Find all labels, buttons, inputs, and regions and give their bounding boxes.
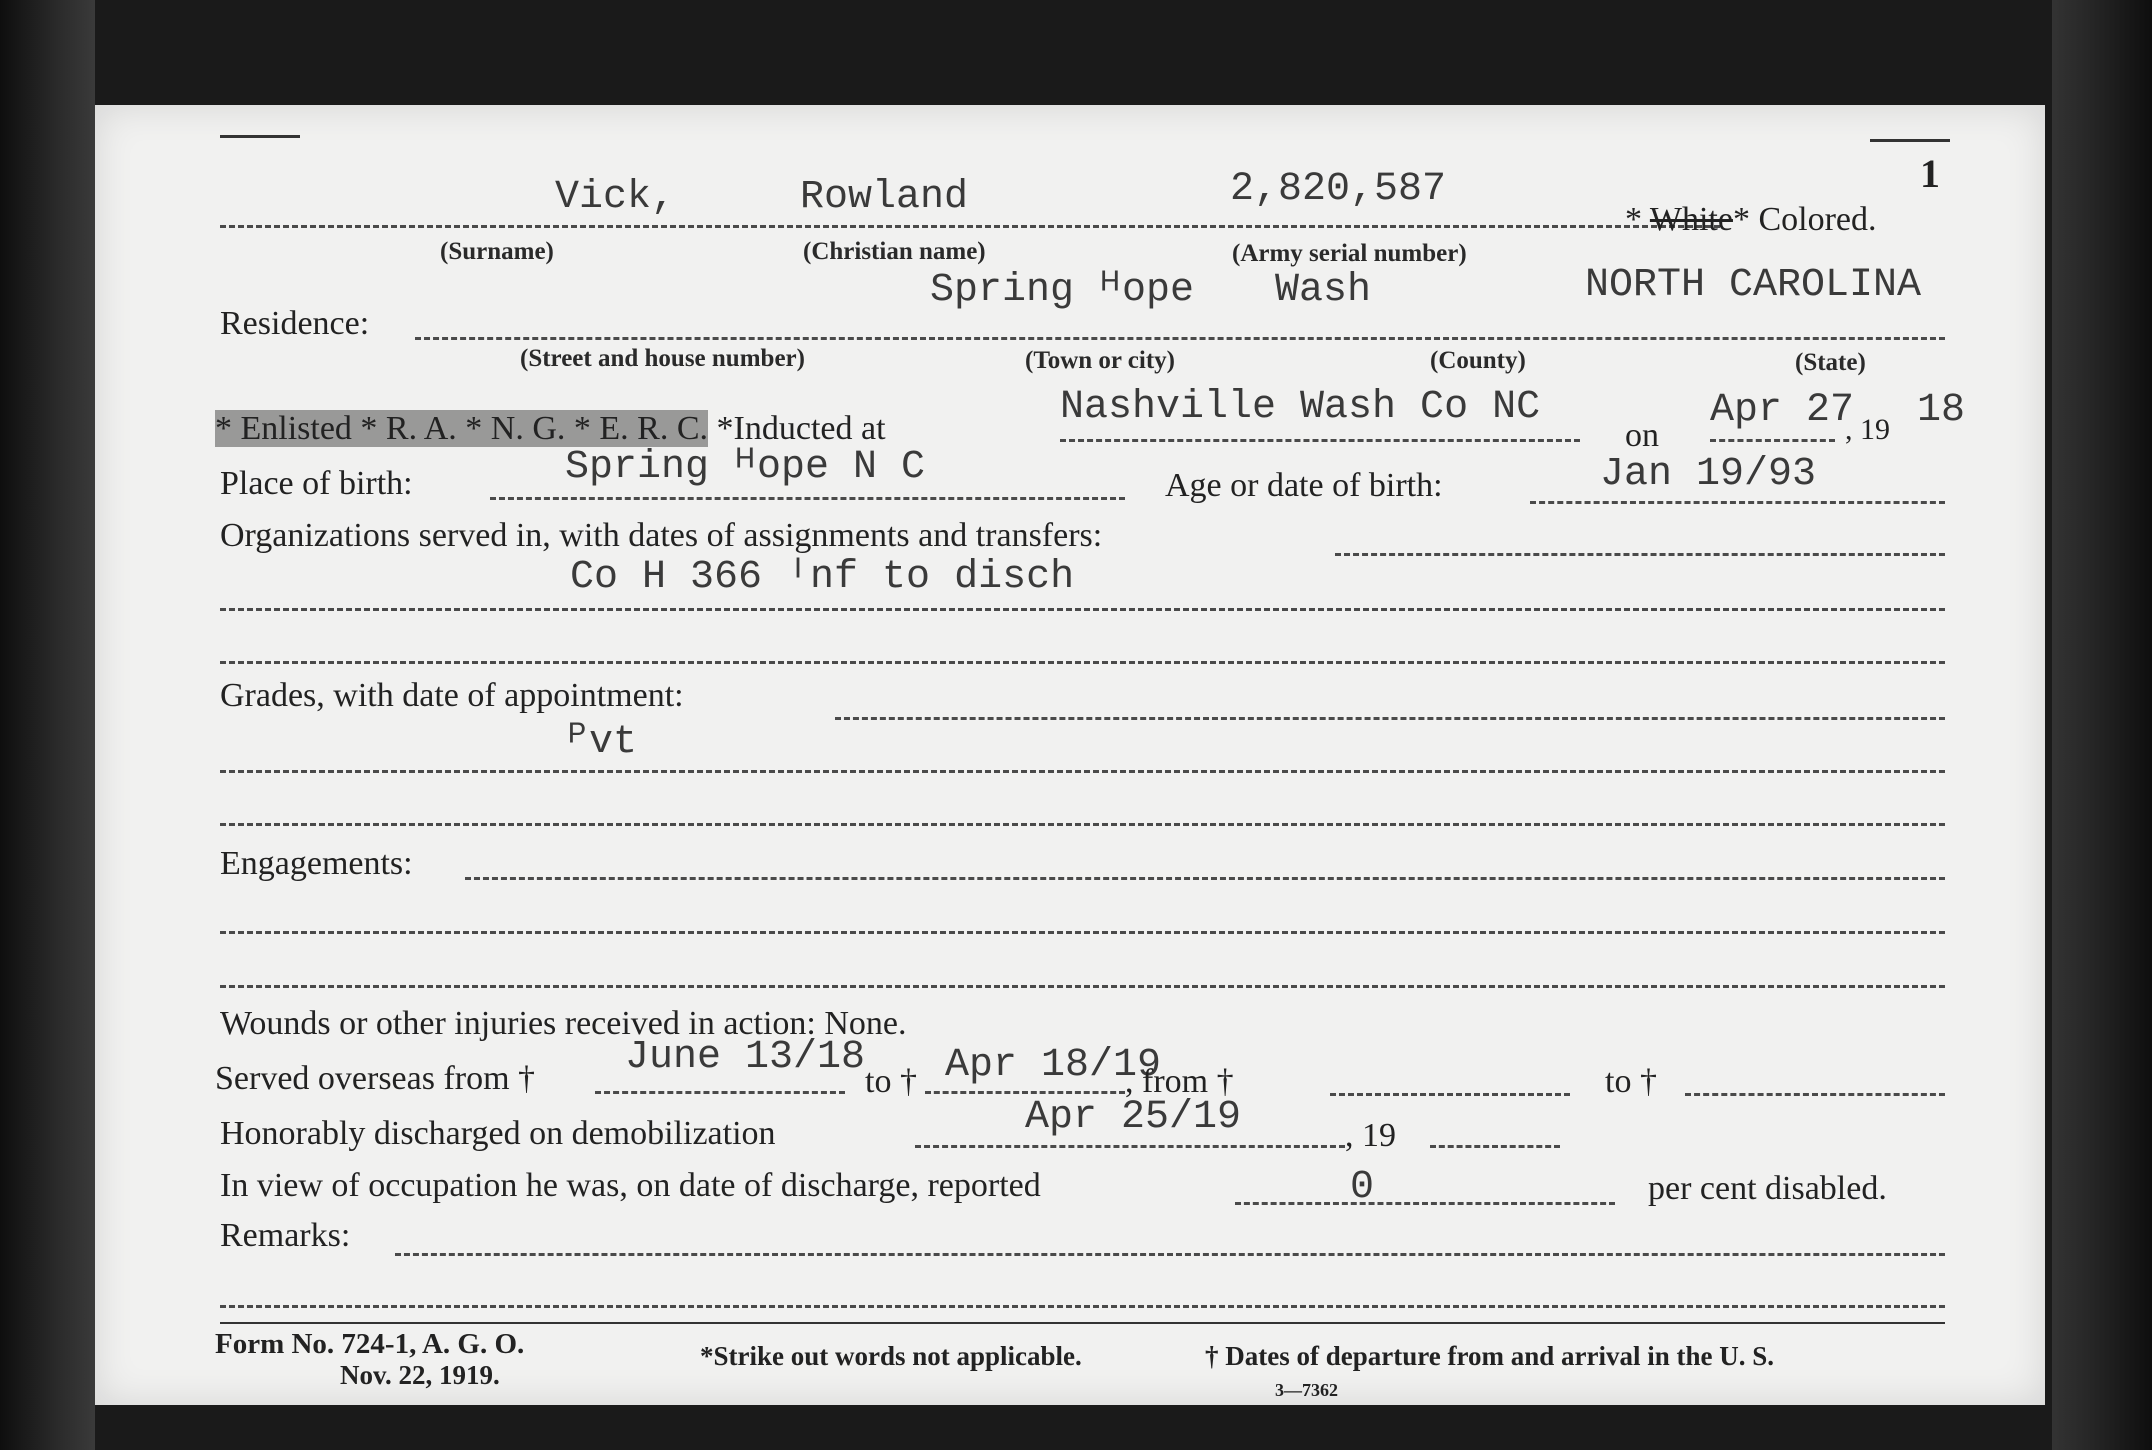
discharge-date-value: Apr 25/19 — [1025, 1095, 1242, 1140]
residence-line — [415, 337, 1945, 340]
organizations-line-1 — [1335, 553, 1945, 556]
service-record-card — [95, 105, 2045, 1405]
scan-border-left — [0, 0, 95, 1450]
footer-rule — [220, 1322, 1945, 1324]
race-field — [1625, 201, 1877, 239]
disabled-line — [1235, 1202, 1615, 1205]
overseas-from-line — [595, 1091, 845, 1094]
induction-date-value: Apr 27 — [1710, 388, 1855, 433]
organizations-line-3 — [220, 661, 1945, 664]
inducted-at-line — [1060, 439, 1580, 442]
overseas-to-line — [925, 1091, 1125, 1094]
caption-surname: (Surname) — [440, 238, 554, 265]
caption-serial-number: (Army serial number) — [1232, 240, 1467, 267]
state-value: NORTH CAROLINA — [1585, 263, 1922, 308]
remarks-line-2 — [220, 1305, 1945, 1308]
birth-place-label: Place of birth: — [220, 465, 413, 502]
induction-date-line — [1710, 439, 1835, 442]
race-star-2: * — [1732, 201, 1750, 238]
remarks-label: Remarks: — [220, 1217, 351, 1254]
organization-value: Co H 366 ᴵnf to disch — [570, 555, 1075, 600]
card-number: 1 — [1920, 151, 1940, 196]
caption-state: (State) — [1795, 349, 1866, 376]
town-value: Spring ᴴope — [930, 268, 1195, 313]
age-label: Age or date of birth: — [1165, 467, 1443, 504]
birth-place-value: Spring ᴴope N C — [565, 445, 926, 490]
christian-name-value: Rowland — [800, 175, 969, 220]
discharge-year-line — [1430, 1145, 1560, 1148]
inducted-at-value: Nashville Wash Co NC — [1060, 385, 1541, 430]
percent-disabled-value: 0 — [1350, 1165, 1375, 1210]
form-date: Nov. 22, 1919. — [340, 1360, 500, 1390]
discharge-year-suffix: , 19 — [1345, 1117, 1396, 1154]
serial-number-value: 2,820,587 — [1230, 167, 1447, 212]
scan-border-right — [2052, 0, 2152, 1450]
grades-line-2 — [220, 770, 1945, 773]
caption-county: (County) — [1430, 347, 1526, 374]
induction-year-prefix: , 19 — [1845, 413, 1890, 446]
form-number: Form No. 724-1, A. G. O. — [215, 1328, 525, 1360]
occupation-label: In view of occupation he was, on date of discharge, reported — [220, 1167, 1041, 1204]
overseas-from-line-2 — [1330, 1093, 1570, 1096]
birth-date-line — [1530, 501, 1945, 504]
organizations-label: Organizations served in, with dates of assignments and transfers: — [220, 517, 1103, 554]
remarks-line-1 — [395, 1253, 1945, 1256]
corner-rule-right — [1870, 139, 1950, 142]
strike-out-note: *Strike out words not applicable. — [700, 1341, 1082, 1371]
grades-label: Grades, with date of appointment: — [220, 677, 684, 714]
enlistment-type — [215, 410, 886, 448]
overseas-to-line-2 — [1685, 1093, 1945, 1096]
birth-place-line — [490, 497, 1125, 500]
grade-value: ᴾvt — [565, 720, 638, 765]
engagements-line-2 — [220, 931, 1945, 934]
engagements-line-1 — [465, 877, 1945, 880]
overseas-to-value: Apr 18/19 — [945, 1043, 1162, 1088]
residence-label: Residence: — [220, 305, 370, 342]
disabled-label: per cent disabled. — [1648, 1170, 1887, 1207]
caption-town: (Town or city) — [1025, 347, 1175, 374]
caption-christian-name: (Christian name) — [803, 238, 986, 265]
surname-value: Vick, — [555, 175, 676, 220]
print-code: 3—7362 — [1275, 1380, 1338, 1400]
overseas-from-value: June 13/18 — [625, 1035, 866, 1080]
dates-note: † Dates of departure from and arrival in the U. S. — [1205, 1341, 1774, 1371]
race-white-struck: White — [1649, 201, 1733, 238]
overseas-to-label-2: to † — [1605, 1063, 1657, 1100]
grades-line-1 — [835, 717, 1945, 720]
corner-rule-left — [220, 135, 300, 138]
race-colored: Colored. — [1758, 201, 1877, 238]
served-overseas-label: Served overseas from † — [215, 1060, 536, 1097]
organizations-line-2 — [220, 608, 1945, 611]
county-value: Wash — [1275, 268, 1372, 313]
induction-year-value: 18 — [1917, 388, 1966, 433]
discharge-line — [915, 1145, 1345, 1148]
on-label: on — [1625, 417, 1659, 454]
engagements-label: Engagements: — [220, 845, 413, 882]
name-line — [220, 225, 1720, 228]
enlistment-options-struck: * Enlisted * R. A. * N. G. * E. R. C. — [215, 410, 709, 447]
birth-date-value: Jan 19/93 — [1600, 452, 1817, 497]
overseas-from-label-2: , from † — [1125, 1063, 1234, 1100]
engagements-line-3 — [220, 985, 1945, 988]
inducted-label: *Inducted at — [716, 410, 886, 447]
caption-street: (Street and house number) — [520, 345, 805, 372]
grades-line-3 — [220, 823, 1945, 826]
wounds-label: Wounds or other injuries received in action: None. — [220, 1005, 907, 1042]
discharge-label: Honorably discharged on demobilization — [220, 1115, 776, 1152]
overseas-to-label: to † — [865, 1063, 917, 1100]
race-star-1: * — [1625, 201, 1642, 238]
